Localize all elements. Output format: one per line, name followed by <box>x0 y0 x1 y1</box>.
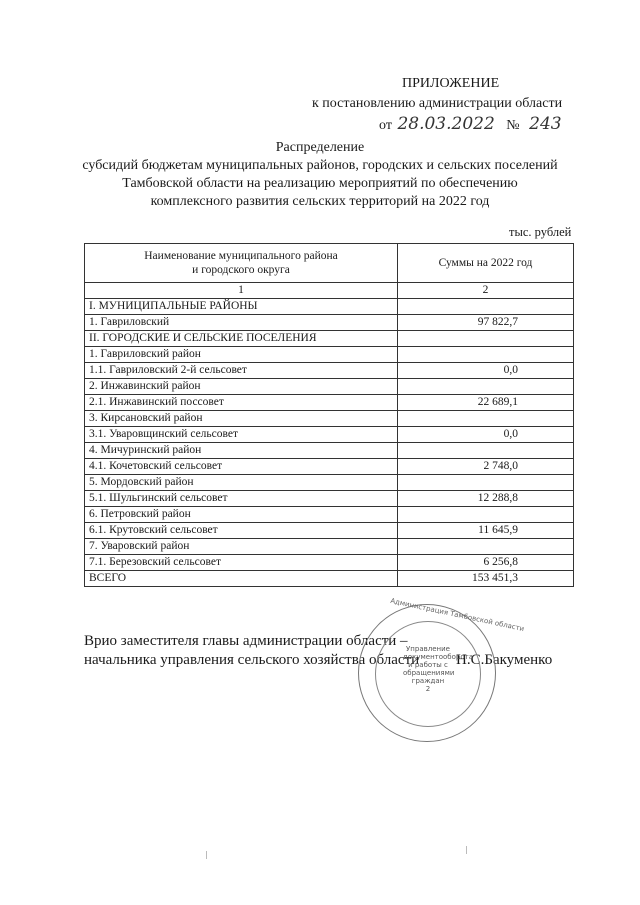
document-title-line4: комплексного развития сельских территорий на 2022 год <box>150 194 490 209</box>
scan-mark <box>466 846 467 854</box>
document-date: 28.03.2022 <box>397 114 495 134</box>
row-amount: 6 256,8 <box>398 555 574 571</box>
row-amount <box>398 299 574 315</box>
row-amount <box>398 443 574 459</box>
table-row <box>85 491 574 507</box>
row-amount <box>398 507 574 523</box>
row-name: 1. Гавриловский <box>85 315 398 331</box>
row-amount: 153 451,3 <box>398 571 574 587</box>
column-header-name-line2: и городского округа <box>192 264 290 276</box>
table-row <box>85 571 574 587</box>
scan-mark <box>206 851 207 859</box>
row-name: II. ГОРОДСКИЕ И СЕЛЬСКИЕ ПОСЕЛЕНИЯ <box>85 331 398 347</box>
table-row <box>85 427 574 443</box>
units-label: тыс. рублей <box>509 225 572 239</box>
row-name: 1. Гавриловский район <box>85 347 398 363</box>
table-row <box>85 411 574 427</box>
annex-label: ПРИЛОЖЕНИЕ <box>402 76 500 91</box>
signatory-title-line2: начальника управления сельского хозяйства области <box>84 652 420 668</box>
table-row <box>85 475 574 491</box>
row-amount: 2 748,0 <box>398 459 574 475</box>
signatory-name: Н.С.Бакуменко <box>456 652 553 668</box>
row-amount: 12 288,8 <box>398 491 574 507</box>
row-amount <box>398 331 574 347</box>
column-number-2: 2 <box>398 283 574 299</box>
table-row <box>85 299 574 315</box>
signatory-title-line1: Врио заместителя главы администрации области – <box>84 633 408 649</box>
row-amount <box>398 475 574 491</box>
annex-date-line <box>379 114 562 136</box>
stamp-center-text <box>403 645 473 693</box>
table-row <box>85 459 574 475</box>
column-number-row <box>85 283 574 299</box>
row-name: 7. Уваровский район <box>85 539 398 555</box>
row-amount: 22 689,1 <box>398 395 574 411</box>
column-header-amount: Суммы на 2022 год <box>398 244 574 283</box>
subsidy-table <box>84 243 574 587</box>
row-amount: 97 822,7 <box>398 315 574 331</box>
table-row <box>85 507 574 523</box>
row-name: 5.1. Шульгинский сельсовет <box>85 491 398 507</box>
row-amount: 11 645,9 <box>398 523 574 539</box>
row-name: I. МУНИЦИПАЛЬНЫЕ РАЙОНЫ <box>85 299 398 315</box>
document-title: Распределение <box>275 140 365 155</box>
table-row <box>85 539 574 555</box>
table-row <box>85 363 574 379</box>
stamp-number: 2 <box>425 685 431 693</box>
row-name: 3.1. Уваровщинский сельсовет <box>85 427 398 443</box>
row-amount <box>398 379 574 395</box>
table-header-row <box>85 244 574 283</box>
table-row <box>85 395 574 411</box>
row-name: 6.1. Крутовский сельсовет <box>85 523 398 539</box>
stamp-ring-text: Администрация Тамбовской области <box>389 596 525 634</box>
row-name: 1.1. Гавриловский 2-й сельсовет <box>85 363 398 379</box>
table-row <box>85 523 574 539</box>
row-amount <box>398 347 574 363</box>
table-row <box>85 315 574 331</box>
table-row <box>85 331 574 347</box>
stamp-center-label: Управление документооборота и работы с обращениями граждан <box>403 645 473 685</box>
table-row <box>85 443 574 459</box>
row-name: 4.1. Кочетовский сельсовет <box>85 459 398 475</box>
table-row <box>85 347 574 363</box>
number-label: № <box>506 118 520 133</box>
row-amount <box>398 539 574 555</box>
column-number-1: 1 <box>85 283 398 299</box>
row-name: 5. Мордовский район <box>85 475 398 491</box>
row-name: 7.1. Березовский сельсовет <box>85 555 398 571</box>
row-name: 2. Инжавинский район <box>85 379 398 395</box>
row-name: 2.1. Инжавинский поссовет <box>85 395 398 411</box>
row-name: ВСЕГО <box>85 571 398 587</box>
row-amount: 0,0 <box>398 427 574 443</box>
row-amount <box>398 411 574 427</box>
row-amount: 0,0 <box>398 363 574 379</box>
table-row <box>85 379 574 395</box>
annex-subtitle: к постановлению администрации области <box>312 96 563 111</box>
row-name: 6. Петровский район <box>85 507 398 523</box>
document-title-line3: Тамбовской области на реализацию мероприятий по обеспечению <box>122 176 518 191</box>
column-header-name-line1: Наименование муниципального района <box>144 250 338 262</box>
row-name: 3. Кирсановский район <box>85 411 398 427</box>
table-row <box>85 555 574 571</box>
document-number: 243 <box>529 114 562 134</box>
column-header-name <box>85 244 398 283</box>
date-from-label: от <box>379 118 392 133</box>
row-name: 4. Мичуринский район <box>85 443 398 459</box>
document-title-line2: субсидий бюджетам муниципальных районов, городских и сельских поселений <box>82 158 558 173</box>
